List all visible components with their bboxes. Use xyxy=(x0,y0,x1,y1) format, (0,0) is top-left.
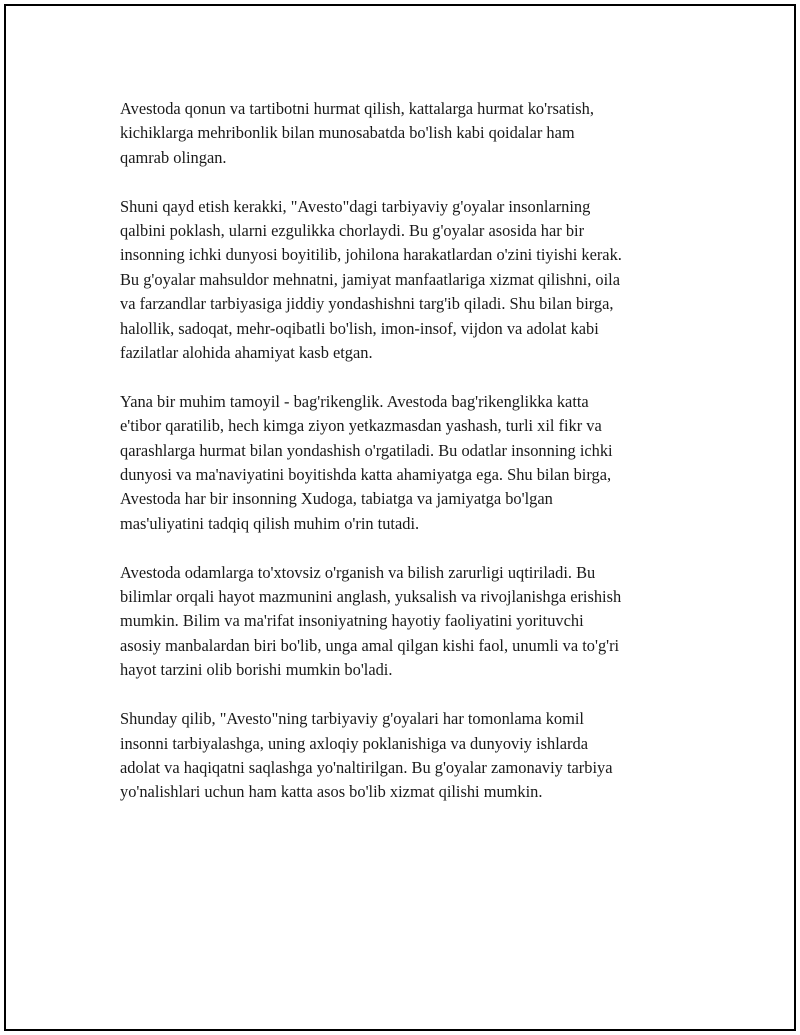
text-line: va farzandlar tarbiyasiga jiddiy yondashishni targ'ib qiladi. Shu bilan birga, xyxy=(120,294,614,314)
text-line: mumkin. Bilim va ma'rifat insoniyatning hayotiy faoliyatini yorituvchi xyxy=(120,611,584,631)
paragraph-3 xyxy=(120,390,680,536)
text-line: insonning ichki dunyosi boyitilib, johilona harakatlardan o'zini tiyishi kerak. xyxy=(120,245,622,265)
text-line: qamrab olingan. xyxy=(120,147,227,167)
text-line: Bu g'oyalar mahsuldor mehnatni, jamiyat manfaatlariga xizmat qilishni, oila xyxy=(120,269,621,289)
text-line: asosiy manbalardan biri bo'lib, unga amal qilgan kishi faol, unumli va to'g'ri xyxy=(120,635,620,655)
text-line: adolat va haqiqatni saqlashga yo'naltirilgan. Bu g'oyalar zamonaviy tarbiya xyxy=(120,757,613,777)
text-line: dunyosi va ma'naviyatini boyitishda katta ahamiyatga ega. Shu bilan birga, xyxy=(120,465,612,485)
text-line: mas'uliyatini tadqiq qilish muhim o'rin tutadi. xyxy=(120,513,420,533)
text-line: yo'nalishlari uchun ham katta asos bo'lib xizmat qilishi mumkin. xyxy=(120,782,543,802)
text-line: Avestoda qonun va tartibotni hurmat qilish, kattalarga hurmat ko'rsatish, xyxy=(120,99,594,118)
text-line: halollik, sadoqat, mehr-oqibatli bo'lish, imon-insof, vijdon va adolat kabi xyxy=(120,318,599,338)
text-line: Avestoda odamlarga to'xtovsiz o'rganish va bilish zarurligi uqtiriladi. Bu xyxy=(120,562,596,582)
text-line: bilimlar orqali hayot mazmunini anglash, yuksalish va rivojlanishga erishish xyxy=(120,587,622,607)
text-line: fazilatlar alohida ahamiyat kasb etgan. xyxy=(120,343,373,363)
text-line: hayot tarzini olib borishi mumkin bo'ladi. xyxy=(120,660,393,680)
text-line: qarashlarga hurmat bilan yondashish o'rgatiladi. Bu odatlar insonning ichki xyxy=(120,440,613,460)
text-line: Avestoda har bir insonning Xudoga, tabiatga va jamiyatga bo'lgan xyxy=(120,489,553,509)
document-page xyxy=(4,4,796,1031)
paragraph-5 xyxy=(120,707,680,805)
text-line: Yana bir muhim tamoyil - bag'rikenglik. Avestoda bag'rikenglikka katta xyxy=(120,391,589,411)
document-body xyxy=(120,97,680,829)
text-line: kichiklarga mehribonlik bilan munosabatda bo'lish kabi qoidalar ham xyxy=(120,123,575,143)
text-line: qalbini poklash, ularni ezgulikka chorlaydi. Bu g'oyalar asosida har bir xyxy=(120,221,585,241)
text-line: e'tibor qaratilib, hech kimga ziyon yetkazmasdan yashash, turli xil fikr va xyxy=(120,416,602,436)
text-line: insonni tarbiyalashga, uning axloqiy poklanishiga va dunyoviy ishlarda xyxy=(120,733,588,753)
paragraph-4 xyxy=(120,561,680,683)
paragraph-2 xyxy=(120,195,680,366)
text-line: Shuni qayd etish kerakki, "Avesto"dagi tarbiyaviy g'oyalar insonlarning xyxy=(120,196,591,216)
paragraph-1 xyxy=(120,97,680,170)
text-line: Shunday qilib, "Avesto"ning tarbiyaviy g'oyalari har tomonlama komil xyxy=(120,709,584,729)
